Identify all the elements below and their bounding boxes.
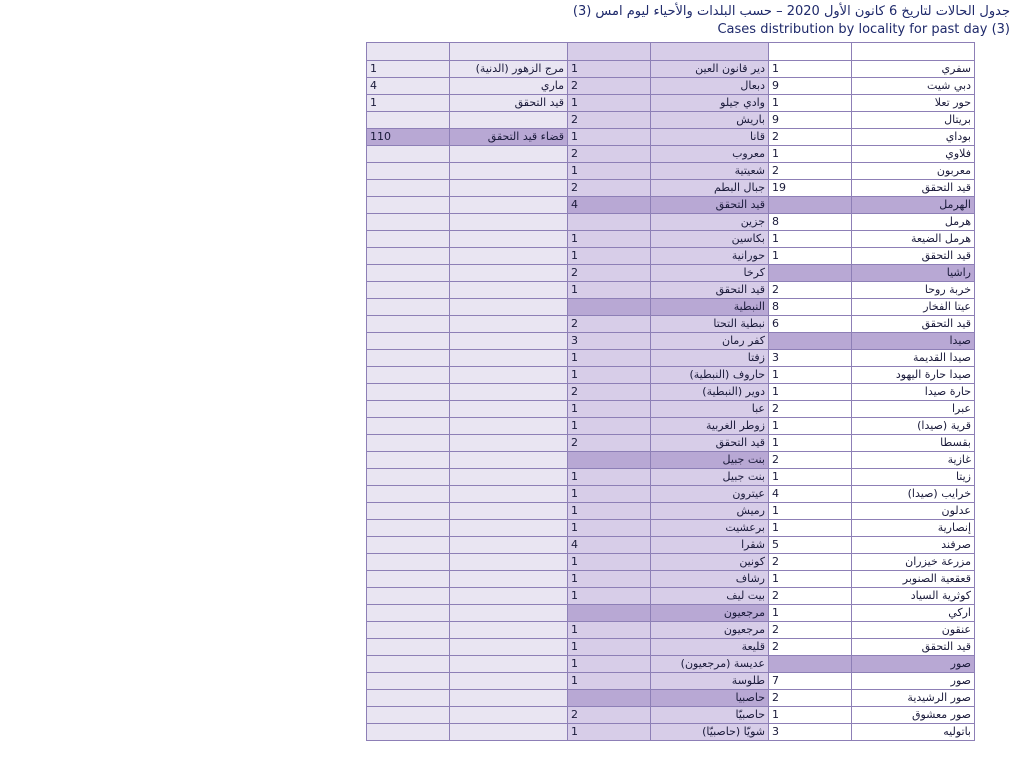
table-row: [367, 333, 975, 350]
locality-cell-b: دبعال: [651, 78, 769, 95]
locality-cell-c: [450, 724, 568, 741]
locality-cell-b: نبطية التحتا: [651, 316, 769, 333]
count-cell-b: 1: [568, 350, 651, 367]
locality-cell-b: عيترون: [651, 486, 769, 503]
table-row: [367, 571, 975, 588]
count-cell-c: [367, 350, 450, 367]
count-cell-c: [367, 299, 450, 316]
count-cell-c: [367, 316, 450, 333]
locality-cell-c: [450, 180, 568, 197]
count-cell-a: 2: [769, 622, 852, 639]
count-cell-b: 1: [568, 418, 651, 435]
locality-cell-a: صرفند: [852, 537, 975, 554]
locality-cell-a: إنصارية: [852, 520, 975, 537]
district-header-a: صور: [852, 656, 975, 673]
locality-cell-b: قليعة: [651, 639, 769, 656]
locality-cell-c: [450, 367, 568, 384]
count-cell-b: 1: [568, 401, 651, 418]
locality-cell-c: [450, 554, 568, 571]
table-row: [367, 418, 975, 435]
district-count-cell-b: [568, 452, 651, 469]
locality-cell-c: [450, 197, 568, 214]
locality-cell-b: معروب: [651, 146, 769, 163]
locality-cell-b: باريش: [651, 112, 769, 129]
table-row: [367, 146, 975, 163]
table-row: [367, 503, 975, 520]
count-cell-c: [367, 248, 450, 265]
count-cell-a: 1: [769, 248, 852, 265]
count-cell-c: [367, 180, 450, 197]
table-row: [367, 537, 975, 554]
table-row: [367, 316, 975, 333]
locality-cell-c: [450, 639, 568, 656]
locality-cell-a: كوثرية السياد: [852, 588, 975, 605]
locality-cell-b: شقرا: [651, 537, 769, 554]
count-cell-b: 1: [568, 95, 651, 112]
count-cell-b: 1: [568, 231, 651, 248]
count-cell-b: 1: [568, 61, 651, 78]
count-cell-c: [367, 282, 450, 299]
table-row: [367, 214, 975, 231]
locality-cell-c: [450, 673, 568, 690]
district-header-b: حاصبيا: [651, 690, 769, 707]
locality-cell-a: عدلون: [852, 503, 975, 520]
count-cell-a: 2: [769, 282, 852, 299]
count-cell-a: [769, 43, 852, 61]
count-cell-b: [568, 214, 651, 231]
count-cell-a: 1: [769, 61, 852, 78]
table-row: [367, 197, 975, 214]
district-header-b: بنت جبيل: [651, 452, 769, 469]
locality-cell-c: [450, 248, 568, 265]
count-cell-a: 1: [769, 418, 852, 435]
locality-cell-c: [450, 605, 568, 622]
locality-cell-a: زيتا: [852, 469, 975, 486]
locality-cell-c: [450, 282, 568, 299]
locality-cell-c: [450, 265, 568, 282]
count-cell-b: 2: [568, 146, 651, 163]
locality-cell-a: خرايب (صيدا): [852, 486, 975, 503]
locality-cell-a: باتوليه: [852, 724, 975, 741]
count-cell-c: [367, 605, 450, 622]
table-row: [367, 605, 975, 622]
count-cell-b: 1: [568, 503, 651, 520]
count-cell-c: [367, 231, 450, 248]
locality-cell-b: طلوسة: [651, 673, 769, 690]
locality-cell-c: [450, 520, 568, 537]
count-cell-b: 1: [568, 486, 651, 503]
table-row: [367, 673, 975, 690]
locality-cell-a: حارة صيدا: [852, 384, 975, 401]
locality-cell-c: [450, 146, 568, 163]
count-cell-b: 2: [568, 435, 651, 452]
locality-cell-c: [450, 707, 568, 724]
count-cell-b: 1: [568, 639, 651, 656]
count-cell-c: [367, 214, 450, 231]
locality-cell-a: صيدا حارة اليهود: [852, 367, 975, 384]
count-cell-a: 1: [769, 707, 852, 724]
count-cell-a: 2: [769, 639, 852, 656]
locality-cell-b: كرخا: [651, 265, 769, 282]
locality-cell-c: [450, 656, 568, 673]
locality-cell-a: بريتال: [852, 112, 975, 129]
count-cell-c: 1: [367, 95, 450, 112]
count-cell-a: 3: [769, 724, 852, 741]
count-cell-a: 3: [769, 350, 852, 367]
count-cell-a: 4: [769, 486, 852, 503]
count-cell-b: [568, 43, 651, 61]
locality-cell-b: قانا: [651, 129, 769, 146]
count-cell-b: 1: [568, 554, 651, 571]
locality-cell-c: ماري: [450, 78, 568, 95]
locality-cell-c: [450, 231, 568, 248]
count-cell-c: [367, 384, 450, 401]
locality-cell-b: [651, 43, 769, 61]
table-row: [367, 61, 975, 78]
locality-cell-c: [450, 163, 568, 180]
count-cell-c: [367, 367, 450, 384]
count-cell-b: 1: [568, 367, 651, 384]
title-english: Cases distribution by locality for past day (3): [717, 22, 1010, 37]
count-cell-a: 1: [769, 367, 852, 384]
count-cell-a: 2: [769, 452, 852, 469]
count-cell-c: [367, 418, 450, 435]
count-cell-c: [367, 469, 450, 486]
locality-cell-a: فلاوي: [852, 146, 975, 163]
locality-cell-c: [450, 384, 568, 401]
count-cell-c: [367, 333, 450, 350]
count-cell-a: 9: [769, 112, 852, 129]
table-row: [367, 554, 975, 571]
table-row: [367, 367, 975, 384]
count-cell-a: 6: [769, 316, 852, 333]
table-row: [367, 707, 975, 724]
table-row: [367, 95, 975, 112]
count-cell-b: 3: [568, 333, 651, 350]
table-row: [367, 520, 975, 537]
count-cell-b: 1: [568, 724, 651, 741]
locality-cell-a: قرية (صيدا): [852, 418, 975, 435]
table-row: [367, 435, 975, 452]
locality-cell-c: [450, 452, 568, 469]
locality-cell-a: اركي: [852, 605, 975, 622]
table-row: [367, 231, 975, 248]
locality-cell-a: غازية: [852, 452, 975, 469]
table-row: [367, 78, 975, 95]
count-cell-c: [367, 503, 450, 520]
locality-cell-a: حور تعلا: [852, 95, 975, 112]
locality-cell-b: بكاسين: [651, 231, 769, 248]
locality-cell-c: [450, 112, 568, 129]
count-cell-b: 1: [568, 673, 651, 690]
locality-cell-b: قيد التحقق: [651, 282, 769, 299]
count-cell-b: 1: [568, 656, 651, 673]
count-cell-c: [367, 197, 450, 214]
locality-cell-c: [450, 214, 568, 231]
count-cell-b: 1: [568, 520, 651, 537]
count-cell-a: 1: [769, 146, 852, 163]
district-count-cell-b: [568, 605, 651, 622]
locality-cell-b: زفتا: [651, 350, 769, 367]
count-cell-c: [367, 163, 450, 180]
table-row: [367, 622, 975, 639]
locality-cell-b: مرجعيون: [651, 622, 769, 639]
locality-cell-a: قعقعية الصنوبر: [852, 571, 975, 588]
count-cell-b: 1: [568, 248, 651, 265]
count-cell-a: 8: [769, 214, 852, 231]
locality-cell-c: [450, 418, 568, 435]
count-cell-a: 2: [769, 690, 852, 707]
locality-cell-c: [450, 469, 568, 486]
locality-cell-b: شويّا (حاصبيّا): [651, 724, 769, 741]
count-cell-b: 1: [568, 163, 651, 180]
locality-cell-b: رشاف: [651, 571, 769, 588]
district-header-a: راشيا: [852, 265, 975, 282]
count-cell-c: [367, 639, 450, 656]
count-cell-b: 2: [568, 78, 651, 95]
locality-cell-b: دوير (النبطية): [651, 384, 769, 401]
locality-cell-b: حورانية: [651, 248, 769, 265]
count-cell-c: [367, 265, 450, 282]
locality-cell-a: صور الرشيدية: [852, 690, 975, 707]
table-header-row: [367, 43, 975, 61]
count-cell-c: [367, 707, 450, 724]
count-cell-c: [367, 146, 450, 163]
count-cell-c: [367, 690, 450, 707]
locality-cell-b: جزين: [651, 214, 769, 231]
count-cell-c: [367, 554, 450, 571]
district-header-a: الهرمل: [852, 197, 975, 214]
locality-cell-a: عنقون: [852, 622, 975, 639]
table-row: [367, 112, 975, 129]
count-cell-b: 1: [568, 571, 651, 588]
count-cell-b: 1: [568, 588, 651, 605]
count-cell-a: 1: [769, 571, 852, 588]
locality-cell-c: [450, 316, 568, 333]
locality-cell-c: [450, 486, 568, 503]
table-row: [367, 486, 975, 503]
locality-cell-c: [450, 571, 568, 588]
count-cell-c: [367, 401, 450, 418]
locality-cell-a: سفري: [852, 61, 975, 78]
table-row: [367, 265, 975, 282]
district-header-a: صيدا: [852, 333, 975, 350]
table-row: [367, 588, 975, 605]
locality-cell-a: بقسطا: [852, 435, 975, 452]
title-arabic: جدول الحالات لتاريخ 6 كانون الأول 2020 – حسب البلدات والأحياء ليوم امس (3): [572, 4, 1010, 19]
count-cell-c: [367, 537, 450, 554]
count-cell-b: 1: [568, 282, 651, 299]
locality-cell-b: زوطر الغربية: [651, 418, 769, 435]
district-count-cell-a: [769, 197, 852, 214]
count-cell-c: [367, 43, 450, 61]
table-row: [367, 129, 975, 146]
locality-cell-b: شعيتية: [651, 163, 769, 180]
locality-cell-b: رميش: [651, 503, 769, 520]
locality-cell-c: [450, 333, 568, 350]
count-cell-b: 2: [568, 265, 651, 282]
locality-cell-a: قيد التحقق: [852, 180, 975, 197]
count-cell-a: 7: [769, 673, 852, 690]
locality-cell-a: بوداي: [852, 129, 975, 146]
count-cell-a: 1: [769, 503, 852, 520]
count-cell-a: 8: [769, 299, 852, 316]
count-cell-a: 1: [769, 520, 852, 537]
district-count-cell-a: [769, 656, 852, 673]
locality-cell-b: عديسة (مرجعيون): [651, 656, 769, 673]
locality-cell-a: [852, 43, 975, 61]
locality-cell-c: [450, 299, 568, 316]
locality-cell-c: مرج الزهور (الدنية): [450, 61, 568, 78]
table-row: [367, 163, 975, 180]
count-cell-b: 2: [568, 316, 651, 333]
district-count-cell-b: [568, 690, 651, 707]
table-row: [367, 724, 975, 741]
table-row: [367, 690, 975, 707]
count-cell-c: 110: [367, 129, 450, 146]
count-cell-a: 1: [769, 384, 852, 401]
count-cell-a: 2: [769, 401, 852, 418]
locality-cell-a: صور معشوق: [852, 707, 975, 724]
count-cell-c: 4: [367, 78, 450, 95]
locality-cell-a: صيدا القديمة: [852, 350, 975, 367]
district-count-cell-a: [769, 333, 852, 350]
locality-cell-b: وادي جيلو: [651, 95, 769, 112]
locality-cell-b: كونين: [651, 554, 769, 571]
count-cell-a: 2: [769, 588, 852, 605]
table-row: [367, 639, 975, 656]
locality-cell-b: جبال البطم: [651, 180, 769, 197]
count-cell-a: 2: [769, 163, 852, 180]
locality-cell-a: قيد التحقق: [852, 316, 975, 333]
district-header-b: قيد التحقق: [651, 197, 769, 214]
locality-cell-c: قضاء قيد التحقق: [450, 129, 568, 146]
table-row: [367, 384, 975, 401]
district-count-cell-b: [568, 299, 651, 316]
count-cell-b: 1: [568, 129, 651, 146]
count-cell-a: 1: [769, 469, 852, 486]
locality-cell-a: عبرا: [852, 401, 975, 418]
locality-cell-a: قيد التحقق: [852, 248, 975, 265]
locality-cell-b: بيت ليف: [651, 588, 769, 605]
locality-cell-c: قيد التحقق: [450, 95, 568, 112]
locality-cell-a: قيد التحقق: [852, 639, 975, 656]
locality-cell-c: [450, 690, 568, 707]
count-cell-b: 4: [568, 537, 651, 554]
table-row: [367, 656, 975, 673]
count-cell-a: 1: [769, 435, 852, 452]
locality-cell-a: خربة روحا: [852, 282, 975, 299]
count-cell-c: [367, 724, 450, 741]
count-cell-b: 1: [568, 622, 651, 639]
table-row: [367, 299, 975, 316]
locality-cell-b: قيد التحقق: [651, 435, 769, 452]
table-row: [367, 180, 975, 197]
locality-cell-c: [450, 588, 568, 605]
count-cell-c: [367, 486, 450, 503]
table-row: [367, 248, 975, 265]
count-cell-c: 1: [367, 61, 450, 78]
district-header-b: النبطية: [651, 299, 769, 316]
locality-cell-c: [450, 537, 568, 554]
locality-cell-a: دبي شيت: [852, 78, 975, 95]
locality-cell-a: مزرعة خيزران: [852, 554, 975, 571]
count-cell-a: 19: [769, 180, 852, 197]
locality-cell-b: حاصبيّا: [651, 707, 769, 724]
count-cell-a: 9: [769, 78, 852, 95]
count-cell-a: 1: [769, 95, 852, 112]
count-cell-c: [367, 452, 450, 469]
count-cell-b: 2: [568, 384, 651, 401]
cases-table: [366, 42, 975, 741]
count-cell-c: [367, 520, 450, 537]
locality-cell-c: [450, 350, 568, 367]
locality-cell-c: [450, 503, 568, 520]
locality-cell-b: دير قانون العين: [651, 61, 769, 78]
locality-cell-b: حاروف (النبطية): [651, 367, 769, 384]
count-cell-c: [367, 435, 450, 452]
count-cell-c: [367, 588, 450, 605]
count-cell-a: 1: [769, 605, 852, 622]
count-cell-b: 2: [568, 112, 651, 129]
locality-cell-a: عيتا الفخار: [852, 299, 975, 316]
district-header-b: مرجعيون: [651, 605, 769, 622]
count-cell-c: [367, 656, 450, 673]
count-cell-b: 1: [568, 469, 651, 486]
locality-cell-a: معربون: [852, 163, 975, 180]
count-cell-a: 2: [769, 129, 852, 146]
locality-cell-b: برعشيت: [651, 520, 769, 537]
count-cell-a: 2: [769, 554, 852, 571]
district-count-cell-a: [769, 265, 852, 282]
locality-cell-a: صور: [852, 673, 975, 690]
district-count-cell-b: 4: [568, 197, 651, 214]
table-row: [367, 282, 975, 299]
count-cell-c: [367, 622, 450, 639]
table-row: [367, 452, 975, 469]
locality-cell-b: بنت جبيل: [651, 469, 769, 486]
table-row: [367, 350, 975, 367]
locality-cell-a: هرمل: [852, 214, 975, 231]
count-cell-b: 2: [568, 707, 651, 724]
count-cell-b: 2: [568, 180, 651, 197]
locality-cell-b: كفر رمان: [651, 333, 769, 350]
locality-cell-c: [450, 622, 568, 639]
locality-cell-a: هرمل الضيعة: [852, 231, 975, 248]
count-cell-c: [367, 112, 450, 129]
locality-cell-c: [450, 435, 568, 452]
cases-table-body: [367, 43, 975, 741]
count-cell-a: 5: [769, 537, 852, 554]
count-cell-c: [367, 571, 450, 588]
locality-cell-c: [450, 43, 568, 61]
locality-cell-b: عبا: [651, 401, 769, 418]
locality-cell-c: [450, 401, 568, 418]
table-row: [367, 469, 975, 486]
table-row: [367, 401, 975, 418]
count-cell-c: [367, 673, 450, 690]
count-cell-a: 1: [769, 231, 852, 248]
